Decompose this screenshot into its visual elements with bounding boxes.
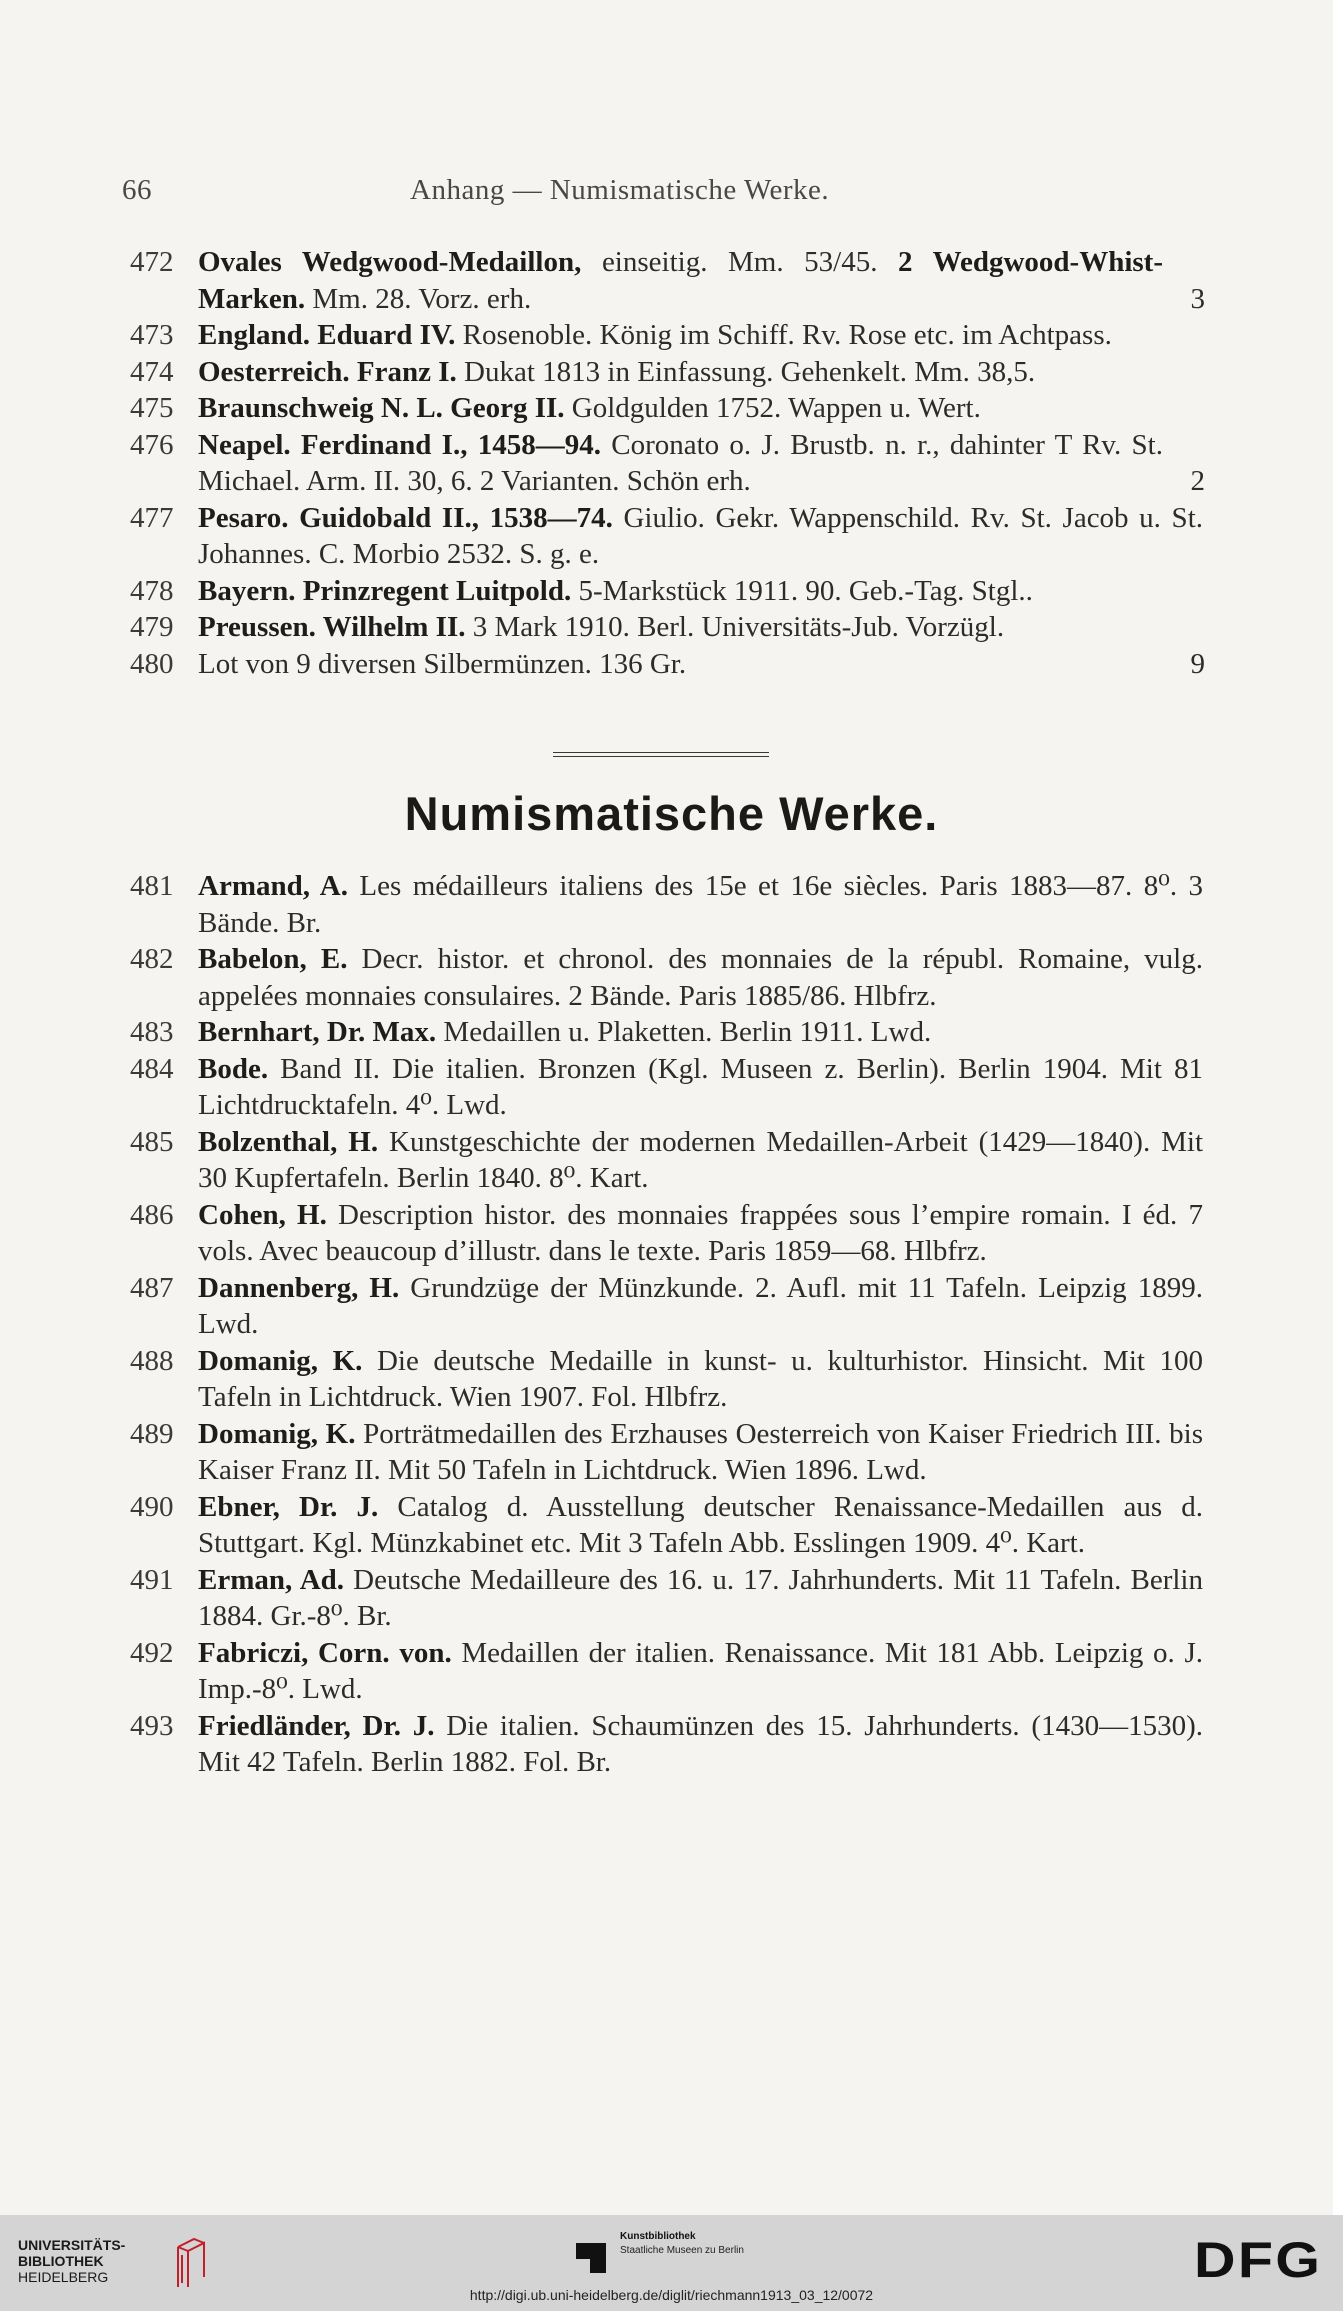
lot-number: 482 <box>130 943 174 975</box>
running-title: Anhang — Numismatische Werke. <box>410 174 830 206</box>
entry-text <box>198 354 1203 391</box>
entry-heading: Bode. <box>198 1052 269 1085</box>
entry-text <box>198 1124 1203 1197</box>
entry-description-2: Mm. 28. Vorz. erh. <box>305 282 532 315</box>
lot-number: 480 <box>130 647 174 680</box>
lot-number: 490 <box>130 1490 174 1523</box>
entry-text <box>198 1270 1203 1343</box>
entry-description: Lot von 9 diversen Silbermünzen. 136 Gr. <box>198 647 687 680</box>
running-head <box>0 174 1343 214</box>
dfg-logo[interactable]: DFG <box>1194 2232 1323 2288</box>
lot-number: 481 <box>130 870 174 902</box>
entry-text <box>198 1489 1203 1562</box>
catalog-entry <box>0 1343 1343 1416</box>
catalog-entry <box>0 1014 1343 1051</box>
entry-text <box>198 427 1203 500</box>
uni-line2: BIBLIOTHEK <box>18 2253 104 2269</box>
lot-number: 483 <box>130 1016 174 1048</box>
entry-text <box>198 1562 1203 1635</box>
entry-text <box>198 1051 1203 1124</box>
catalog-entry <box>0 354 1343 391</box>
lot-number: 484 <box>130 1052 174 1085</box>
kb-line1: Kunstbibliothek <box>620 2231 696 2242</box>
entry-description: Goldgulden 1752. Wappen u. Wert. <box>564 392 981 424</box>
entry-description: Band II. Die italien. Bronzen (Kgl. Museen z. Berlin). Berlin 1904. Mit 81 Lichtdrucktafeln. 4⁰. Lwd. <box>198 1052 1203 1121</box>
entry-text <box>198 573 1203 610</box>
entry-heading: Fabriczi, Corn. von. <box>198 1636 452 1669</box>
catalog-entry <box>0 1708 1343 1781</box>
catalog-entry <box>0 244 1343 317</box>
university-library-logo[interactable] <box>18 2237 125 2285</box>
lot-number: 478 <box>130 574 174 607</box>
entry-heading: Braunschweig N. L. Georg II. <box>198 392 565 424</box>
entry-heading: Cohen, H. <box>198 1198 327 1231</box>
entry-text <box>198 609 1203 646</box>
entry-description: Description histor. des monnaies frappées sous l’empire romain. I éd. 7 vols. Avec beaucoup d’illustr. dans le texte. Paris 1859—68. Hlbfrz. <box>198 1198 1203 1267</box>
entry-heading: Armand, A. <box>198 870 348 902</box>
coin-entries <box>0 244 1343 682</box>
catalog-entry <box>0 317 1343 354</box>
lot-number: 485 <box>130 1125 174 1158</box>
catalog-entry <box>0 1124 1343 1197</box>
entry-heading: Ovales Wedgwood-Medaillon, <box>198 246 582 278</box>
entry-text <box>198 646 1203 683</box>
kb-line2: Staatliche Museen zu Berlin <box>620 2245 744 2256</box>
entry-heading: Bayern. Prinzregent Luitpold. <box>198 574 572 607</box>
lot-number: 489 <box>130 1417 174 1450</box>
entry-description: Rosenoble. König im Schiff. Rv. Rose etc. im Achtpass. <box>455 319 1112 351</box>
entry-description: Deutsche Medailleure des 16. u. 17. Jahrhunderts. Mit 11 Tafeln. Berlin 1884. Gr.-8⁰. Br. <box>198 1563 1203 1632</box>
catalog-entry <box>0 941 1343 1014</box>
entry-description: 3 Mark 1910. Berl. Universitäts-Jub. Vorzügl. <box>465 611 1005 643</box>
uni-line3: HEIDELBERG <box>18 2269 109 2285</box>
lot-number: 491 <box>130 1563 174 1596</box>
entry-quantity: 9 <box>1190 647 1205 680</box>
catalog-entry <box>0 646 1343 683</box>
entry-heading: Bolzenthal, H. <box>198 1125 379 1158</box>
catalog-entry <box>0 1197 1343 1270</box>
entry-text <box>198 1197 1203 1270</box>
catalog-entry <box>0 1051 1343 1124</box>
entry-description: Catalog d. Ausstellung deutscher Renaissance-Medaillen aus d. Stuttgart. Kgl. Münzkabinet etc. Mit 3 Tafeln Abb. Esslingen 1909. 4⁰. Kart. <box>198 1490 1203 1559</box>
entry-description: Porträtmedaillen des Erzhauses Oesterreich von Kaiser Friedrich III. bis Kaiser Franz II. Mit 50 Tafeln in Lichtdruck. Wien 1896. Lwd. <box>198 1417 1204 1486</box>
catalog-entry <box>0 390 1343 427</box>
book-entries <box>0 868 1343 1781</box>
catalog-entry <box>0 609 1343 646</box>
entry-description: Coronato o. J. Brustb. n. r., dahinter T Rv. St. Michael. Arm. II. 30, 6. 2 Varianten. Schön erh. <box>198 428 1163 497</box>
entry-description: einseitig. Mm. 53/45. <box>581 246 899 278</box>
entry-text <box>198 390 1203 427</box>
uni-emblem-icon <box>174 2237 208 2289</box>
section-title: Numismatische Werke. <box>404 787 939 840</box>
entry-text <box>198 1635 1203 1708</box>
lot-number: 474 <box>130 355 174 388</box>
footer-bar <box>0 2215 1343 2311</box>
catalog-entry <box>0 1635 1343 1708</box>
catalog-entry <box>0 1562 1343 1635</box>
entry-description: Medaillen der italien. Renaissance. Mit 181 Abb. Leipzig o. J. Imp.-8⁰. Lwd. <box>198 1636 1203 1705</box>
entry-text <box>198 317 1203 354</box>
entry-description: Kunstgeschichte der modernen Medaillen-Arbeit (1429—1840). Mit 30 Kupfertafeln. Berlin 1840. 8⁰. Kart. <box>198 1125 1204 1194</box>
entry-heading: Preussen. Wilhelm II. <box>198 611 466 643</box>
entry-description: Medaillen u. Plaketten. Berlin 1911. Lwd. <box>436 1016 932 1048</box>
lot-number: 477 <box>130 501 174 534</box>
entry-text <box>198 1416 1203 1489</box>
entry-text <box>198 1343 1203 1416</box>
catalog-entry <box>0 1416 1343 1489</box>
entry-quantity: 2 <box>1190 465 1205 497</box>
entry-text <box>198 500 1203 573</box>
catalog-entry <box>0 427 1343 500</box>
entry-description: Dukat 1813 in Einfassung. Gehenkelt. Mm. 38,5. <box>456 355 1036 388</box>
lot-number: 476 <box>130 428 174 461</box>
entry-description: Les médailleurs italiens des 15e et 16e siècles. Paris 1883—87. 8⁰. 3 Bände. Br. <box>198 870 1203 939</box>
entry-heading: Pesaro. Guidobald II., 1538—74. <box>198 501 613 534</box>
entry-heading: Domanig, K. <box>198 1417 356 1450</box>
entry-heading: Oesterreich. Franz I. <box>198 355 457 388</box>
entry-heading: Babelon, E. <box>198 943 348 975</box>
catalog-entry <box>0 500 1343 573</box>
lot-number: 473 <box>130 319 174 351</box>
entry-text <box>198 941 1203 1014</box>
entry-description: Die italien. Schaumünzen des 15. Jahrhunderts. (1430—1530). Mit 42 Tafeln. Berlin 1882. Fol. Br. <box>198 1709 1203 1778</box>
entry-heading: Domanig, K. <box>198 1344 363 1377</box>
uni-line1: UNIVERSITÄTS- <box>18 2237 126 2253</box>
entry-description: Die deutsche Medaille in kunst- u. kulturhistor. Hinsicht. Mit 100 Tafeln in Lichtdruck. Wien 1907. Fol. Hlbfrz. <box>198 1344 1204 1413</box>
entry-description: Giulio. Gekr. Wappenschild. Rv. St. Jacob u. St. Johannes. C. Morbio 2532. S. g. e. <box>198 501 1203 570</box>
lot-number: 488 <box>130 1344 174 1377</box>
lot-number: 492 <box>130 1636 174 1669</box>
catalog-entry <box>0 868 1343 941</box>
entry-heading: England. Eduard IV. <box>198 319 456 351</box>
entry-description: Decr. histor. et chronol. des monnaies de la républ. Romaine, vulg. appelées monnaies consulaires. 2 Bände. Paris 1885/86. Hlbfrz. <box>198 943 1203 1012</box>
catalog-entry <box>0 1489 1343 1562</box>
lot-number: 487 <box>130 1271 174 1304</box>
entry-text <box>198 1014 1203 1051</box>
entry-quantity: 3 <box>1190 282 1205 315</box>
section-divider <box>553 752 769 757</box>
entry-text <box>198 868 1203 941</box>
entry-description: Grundzüge der Münzkunde. 2. Aufl. mit 11 Tafeln. Leipzig 1899. Lwd. <box>198 1271 1203 1340</box>
page-number: 66 <box>122 174 152 206</box>
entry-description: 5-Markstück 1911. 90. Geb.-Tag. Stgl.. <box>571 574 1033 607</box>
catalog-entry <box>0 573 1343 610</box>
entry-heading: Friedländer, Dr. J. <box>198 1709 435 1742</box>
entry-heading: Dannenberg, H. <box>198 1271 400 1304</box>
lot-number: 486 <box>130 1198 174 1231</box>
lot-number: 479 <box>130 611 174 643</box>
entry-text <box>198 1708 1203 1781</box>
lot-number: 472 <box>130 246 174 278</box>
entry-heading: Bernhart, Dr. Max. <box>198 1016 437 1048</box>
entry-heading: Ebner, Dr. J. <box>198 1490 379 1523</box>
entry-heading-2: 2 Wedgwood-Whist-Marken. <box>198 246 1163 315</box>
entry-heading: Erman, Ad. <box>198 1563 345 1596</box>
entry-text <box>198 244 1203 317</box>
catalog-entry <box>0 1270 1343 1343</box>
lot-number: 475 <box>130 392 174 424</box>
entry-heading: Neapel. Ferdinand I., 1458—94. <box>198 428 601 461</box>
lot-number: 493 <box>130 1709 174 1742</box>
kunstbibliothek-mark-icon <box>574 2239 610 2275</box>
permalink-url[interactable]: http://digi.ub.uni-heidelberg.de/diglit/riechmann1913_03_12/0072 <box>469 2287 874 2303</box>
